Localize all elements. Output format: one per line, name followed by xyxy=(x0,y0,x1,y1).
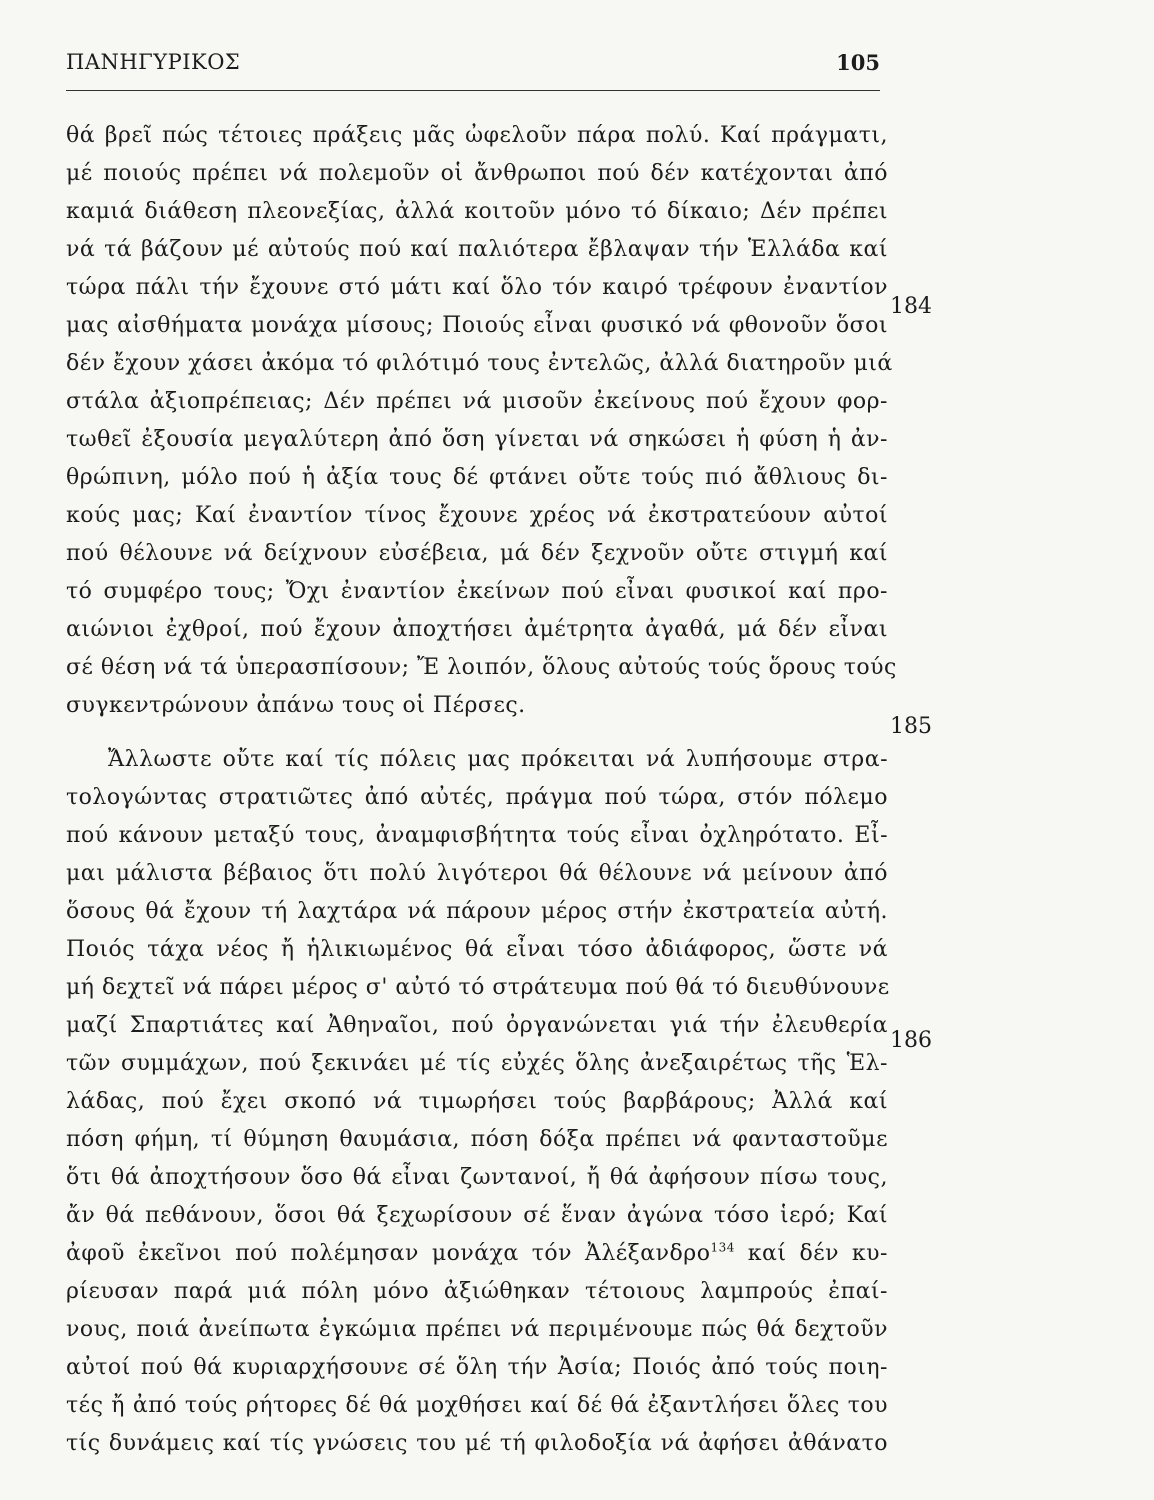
text-line: τίς δυνάμεις καί τίς γνώσεις του μέ τή φιλοδοξία νά ἀφήσει ἀθάνατο xyxy=(66,1431,888,1456)
text-line: δέν ἔχουν χάσει ἀκόμα τό φιλότιμό τους ἐντελῶς, ἀλλά διατηροῦν μιά xyxy=(66,351,893,376)
running-title: ΠΑΝΗΓΥΡΙΚΟΣ xyxy=(66,50,241,74)
text-line: μαι μάλιστα βέβαιος ὅτι πολύ λιγότεροι θά θέλουνε νά μείνουν ἀπό xyxy=(66,861,888,886)
text-line: λάδας, πού ἔχει σκοπό νά τιμωρήσει τούς βαρβάρους; Ἀλλά καί xyxy=(66,1089,888,1114)
text-line: τολογώντας στρατιῶτες ἀπό αὐτές, πράγμα πού τώρα, στόν πόλεμο xyxy=(66,785,888,810)
text-line: ρίευσαν παρά μιά πόλη μόνο ἀξιώθηκαν τέτοιους λαμπρούς ἐπαί- xyxy=(66,1279,888,1304)
text-line: τῶν συμμάχων, πού ξεκινάει μέ τίς εὐχές ὅλης ἀνεξαιρέτως τῆς Ἑλ- xyxy=(66,1051,888,1076)
text-line: τώρα πάλι τήν ἔχουνε στό μάτι καί ὅλο τόν καιρό τρέφουν ἐναντίον xyxy=(66,275,888,300)
text-line: σέ θέση νά τά ὑπερασπίσουν; Ἔ λοιπόν, ὅλους αὐτούς τούς ὅρους τούς xyxy=(66,655,897,680)
text-line: ὅσους θά ἔχουν τή λαχτάρα νά πάρουν μέρος στήν ἐκστρατεία αὐτή. xyxy=(66,899,888,924)
line-tail: καί δέν κυ- xyxy=(734,1241,888,1266)
text-line: τές ἤ ἀπό τούς ρήτορες δέ θά μοχθήσει καί δέ θά ἐξαντλήσει ὅλες του xyxy=(66,1393,888,1418)
section-marker-186: 186 xyxy=(890,1028,932,1053)
text-line-with-footnote xyxy=(66,1236,888,1274)
text-line: Ἄλλωστε οὔτε καί τίς πόλεις μας πρόκειται νά λυπήσουμε στρα- xyxy=(108,747,888,772)
text-line: θρώπινη, μόλο πού ἡ ἀξία τους δέ φτάνει οὔτε τούς πιό ἄθλιους δι- xyxy=(66,465,888,490)
line-head: ἀφοῦ ἐκεῖνοι πού πολέμησαν μονάχα τόν Ἀλέξανδρο xyxy=(66,1241,711,1266)
page-number: 105 xyxy=(836,50,880,75)
footnote-ref[interactable]: 134 xyxy=(710,1240,735,1255)
body-text xyxy=(66,118,897,1464)
text-line: νους, ποιά ἀνείπωτα ἐγκώμια πρέπει νά περιμένουμε πώς θά δεχτοῦν xyxy=(66,1317,888,1342)
text-line: καμιά διάθεση πλεονεξίας, ἀλλά κοιτοῦν μόνο τό δίκαιο; Δέν πρέπει xyxy=(66,199,888,224)
section-marker-184: 184 xyxy=(890,294,932,319)
text-line: αὐτοί πού θά κυριαρχήσουνε σέ ὅλη τήν Ἀσία; Ποιός ἀπό τούς ποιη- xyxy=(66,1355,888,1380)
running-header xyxy=(66,46,880,91)
text-line: μας αἰσθήματα μονάχα μίσους; Ποιούς εἶναι φυσικό νά φθονοῦν ὅσοι xyxy=(66,313,888,338)
text-line: συγκεντρώνουν ἀπάνω τους οἱ Πέρσες. xyxy=(66,693,526,718)
text-line: θά βρεῖ πώς τέτοιες πράξεις μᾶς ὠφελοῦν πάρα πολύ. Καί πράγματι, xyxy=(66,123,888,148)
text-line: τό συμφέρο τους; Ὄχι ἐναντίον ἐκείνων πού εἶναι φυσικοί καί προ- xyxy=(66,579,888,604)
text-line: στάλα ἀξιοπρέπειας; Δέν πρέπει νά μισοῦν ἐκείνους πού ἔχουν φορ- xyxy=(66,389,888,414)
text-line: αιώνιοι ἐχθροί, πού ἔχουν ἀποχτήσει ἀμέτρητα ἀγαθά, μά δέν εἶναι xyxy=(66,617,888,642)
text-line: μαζί Σπαρτιάτες καί Ἀθηναῖοι, πού ὀργανώνεται γιά τήν ἐλευθερία xyxy=(66,1013,888,1038)
text-line: τωθεῖ ἐξουσία μεγαλύτερη ἀπό ὅση γίνεται νά σηκώσει ἡ φύση ἡ ἀν- xyxy=(66,427,888,452)
text-line: ἄν θά πεθάνουν, ὅσοι θά ξεχωρίσουν σέ ἕναν ἀγώνα τόσο ἱερό; Καί xyxy=(66,1203,888,1228)
text-line: ὅτι θά ἀποχτήσουν ὅσο θά εἶναι ζωντανοί, ἤ θά ἀφήσουν πίσω τους, xyxy=(66,1165,888,1190)
text-line: μή δεχτεῖ νά πάρει μέρος σ' αὐτό τό στράτευμα πού θά τό διευθύνουνε xyxy=(66,975,890,1000)
text-line: νά τά βάζουν μέ αὐτούς πού καί παλιότερα ἔβλαψαν τήν Ἑλλάδα καί xyxy=(66,237,888,262)
text-line: κούς μας; Καί ἐναντίον τίνος ἔχουνε χρέος νά ἐκστρατεύουν αὐτοί xyxy=(66,503,888,528)
text-line: πού θέλουνε νά δείχνουν εὐσέβεια, μά δέν ξεχνοῦν οὔτε στιγμή καί xyxy=(66,541,888,566)
text-line: μέ ποιούς πρέπει νά πολεμοῦν οἱ ἄνθρωποι πού δέν κατέχονται ἀπό xyxy=(66,161,888,186)
text-line: πόση φήμη, τί θύμηση θαυμάσια, πόση δόξα πρέπει νά φανταστοῦμε xyxy=(66,1127,888,1152)
text-line: Ποιός τάχα νέος ἤ ἡλικιωμένος θά εἶναι τόσο ἀδιάφορος, ὥστε νά xyxy=(66,937,888,962)
text-line: πού κάνουν μεταξύ τους, ἀναμφισβήτητα τούς εἶναι ὀχληρότατο. Εἶ- xyxy=(66,823,888,848)
section-marker-185: 185 xyxy=(890,714,932,739)
